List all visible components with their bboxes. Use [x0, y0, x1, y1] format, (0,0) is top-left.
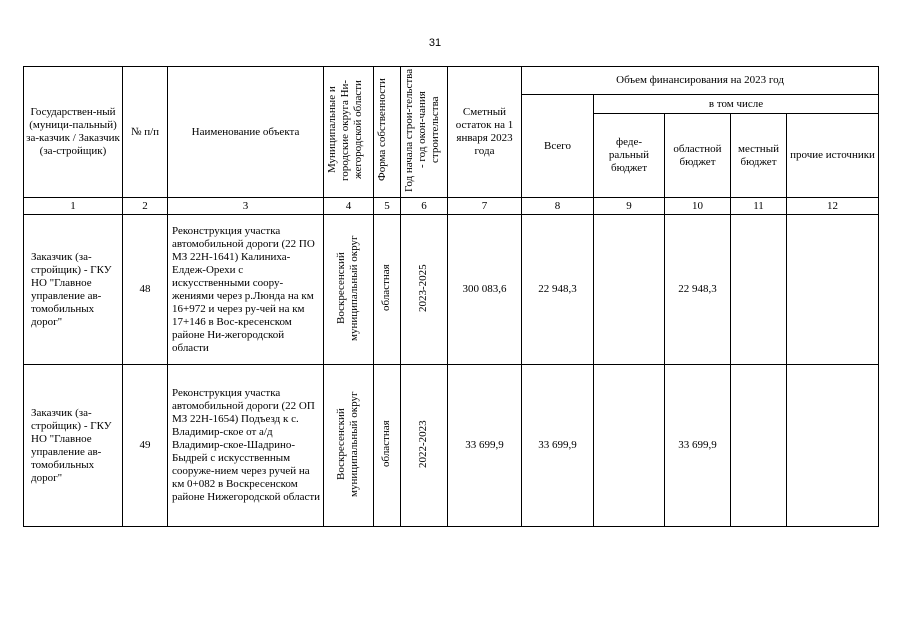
page-number: 31: [428, 37, 442, 49]
header-total: Всего: [544, 139, 571, 152]
header-other: прочие источники: [790, 149, 875, 161]
column-number: 10: [665, 198, 731, 215]
header-total-cell: [522, 95, 594, 198]
federal-cell: [594, 365, 665, 527]
column-number: 4: [324, 198, 374, 215]
header-local: местный бюджет: [738, 142, 779, 168]
header-customer-cell: [24, 67, 123, 198]
header-row-1: [24, 67, 879, 95]
header-num: № п/п: [130, 125, 160, 138]
column-number: 8: [522, 198, 594, 215]
regional-cell: 22 948,3: [665, 215, 731, 365]
years-cell: [401, 215, 448, 365]
header-local-cell: [731, 114, 787, 198]
local-cell: [731, 215, 787, 365]
header-remainder-cell: [448, 67, 522, 198]
header-object-cell: [168, 67, 324, 198]
object-name-cell: Реконструкция участка автомобильной дороги (22 ОП МЗ 22Н-1654) Подъезд к с. Владимир-ское от а/д Владимир-ское-Шадрино-Быдрей с искусственным сооруже-нием через ручей на км 0+082 в Воскресенском районе Нижегородской области: [168, 365, 324, 527]
customer-cell: Заказчик (за-стройщик) - ГКУ НО "Главное управление ав-томобильных дорог": [24, 365, 123, 527]
row-number-cell: 48: [123, 215, 168, 365]
header-funding-cell: [522, 67, 879, 95]
column-number: 7: [448, 198, 522, 215]
local-cell: [731, 365, 787, 527]
header-num-cell: [123, 67, 168, 198]
customer-cell: Заказчик (за-стройщик) - ГКУ НО "Главное управление ав-томобильных дорог": [24, 215, 123, 365]
municipality-cell: [324, 365, 374, 527]
header-federal-cell: [594, 114, 665, 198]
header-other-cell: [787, 114, 879, 198]
column-number: 6: [401, 198, 448, 215]
header-remainder: Сметный остаток на 1 января 2023 года: [455, 106, 514, 157]
total-cell: 33 699,9: [522, 365, 594, 527]
header-regional: областной бюджет: [673, 142, 722, 168]
other-cell: [787, 365, 879, 527]
column-number: 5: [374, 198, 401, 215]
column-number: 3: [168, 198, 324, 215]
header-customer: Государствен-ный (муници-пальный) за-казчик / Заказчик (за-стройщик): [26, 106, 120, 157]
other-cell: [787, 215, 879, 365]
header-ownership-cell: [374, 67, 401, 198]
years-text: 2023-2025: [417, 263, 429, 312]
header-years: Год начала строи-тельства - год окон-чания строительства: [403, 68, 441, 192]
ownership-text: областная: [380, 420, 392, 467]
table-row: [24, 215, 879, 365]
federal-cell: [594, 215, 665, 365]
ownership-cell: [374, 365, 401, 527]
header-municipality-cell: [324, 67, 374, 198]
header-municipality: Муниципальные и городские округа Ни-жегородской области: [326, 79, 364, 181]
header-funding: Объем финансирования на 2023 год: [616, 74, 784, 86]
municipality-cell: [324, 215, 374, 365]
total-cell: 22 948,3: [522, 215, 594, 365]
years-text: 2022-2023: [417, 419, 429, 468]
table-row: [24, 365, 879, 527]
object-name-cell: Реконструкция участка автомобильной дороги (22 ПО МЗ 22Н-1641) Калиниха-Елдеж-Орехи с искусственными соору-жениями через р.Люнда на км 16+972 и через ру-чей на км 17+146 в Вос-кресенском районе Ни-жегородской области: [168, 215, 324, 365]
ownership-cell: [374, 215, 401, 365]
header-object: Наименование объекта: [191, 125, 300, 138]
years-cell: [401, 365, 448, 527]
municipality-text: Воскресенский муниципальный округ: [334, 390, 360, 497]
remainder-cell: 33 699,9: [448, 365, 522, 527]
municipality-text: Воскресенский муниципальный округ: [334, 234, 360, 341]
remainder-cell: 300 083,6: [448, 215, 522, 365]
column-number: 2: [123, 198, 168, 215]
header-including: в том числе: [708, 97, 764, 110]
ownership-text: областная: [380, 264, 392, 311]
header-including-cell: [594, 95, 879, 114]
column-number: 12: [787, 198, 879, 215]
header-regional-cell: [665, 114, 731, 198]
regional-cell: 33 699,9: [665, 365, 731, 527]
column-number: 1: [24, 198, 123, 215]
header-ownership: Форма собственности: [376, 78, 388, 182]
column-number: 11: [731, 198, 787, 215]
column-numbers-row: [24, 198, 879, 215]
header-federal: феде-ральный бюджет: [608, 136, 650, 174]
financing-table: [23, 66, 879, 527]
column-number: 9: [594, 198, 665, 215]
header-years-cell: [401, 67, 448, 198]
row-number-cell: 49: [123, 365, 168, 527]
